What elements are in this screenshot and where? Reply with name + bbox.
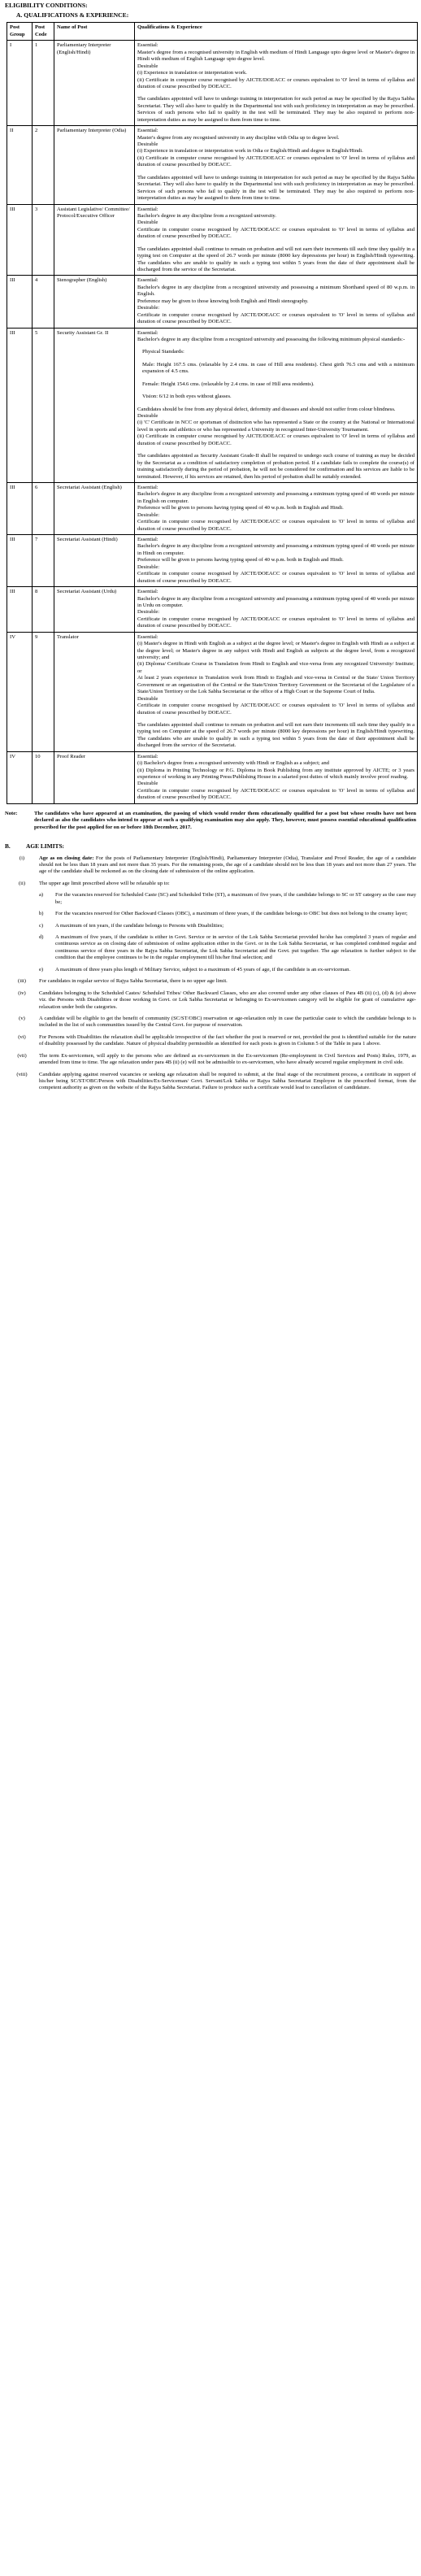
post-group-cell: III xyxy=(7,276,33,328)
qualification-line: Bachelor's degree in any discipline from a recognized university and possessing a minimum typing speed of 40 words per minute in English on computer. xyxy=(137,491,414,504)
post-name-cell: Secretariat Assistant (Hindi) xyxy=(54,535,135,587)
table-row xyxy=(7,632,418,751)
qualification-line: Essential: xyxy=(137,753,158,759)
post-code-cell: 3 xyxy=(33,204,54,276)
table-row xyxy=(7,751,418,803)
qualifications-cell xyxy=(135,482,418,534)
age-item-number: (iii) xyxy=(18,978,26,985)
table-row xyxy=(7,535,418,587)
qualification-line: Certificate in computer course recognised by AICTE/DOEACC or courses equivalent to 'O' level in terms of syllabus and duration of course prescribed by DOEACC. xyxy=(137,226,414,240)
qualification-line: The candidates appointed will have to undergo training in interpretation for such period as may be specified by the Rajya Sabha Secretariat. They will also have to qualify in the Departmental test with such proficiency in interpretation as may be prescribed. Services of such persons who fail to qualify in the test will be terminated. They may be also required to perform non-interpretation duties as may be assigned to them from time to time. xyxy=(137,96,414,123)
qualification-line: Candidates should be free from any physical defect, deformity and diseases and should not suffer from colour blindness. xyxy=(137,406,396,412)
age-item-number: (vii) xyxy=(17,1052,27,1059)
qualification-line: The candidates appointed shall continue to remain on probation and will not earn their increments till such time they qualify in a typing test on Computer at the speed of 26.7 words per minute (8000 key depressions per hour) in English/Hindi typewriting. The candidates who are unable to qualify in such a typing test within 5 years from the date of their appointment shall be discharged from the service of the Secretariat. xyxy=(137,246,414,272)
age-item-text xyxy=(39,855,416,876)
post-group-cell: I xyxy=(7,41,33,126)
age-limits xyxy=(5,855,416,1092)
qualification-line: Master's degree from any recognised university in any discipline with Odia up to degree level. xyxy=(137,134,340,141)
post-code-cell: 7 xyxy=(33,535,54,587)
post-code-cell: 2 xyxy=(33,126,54,204)
age-item-number: (viii) xyxy=(16,1071,28,1077)
qualification-line: Preference will be given to persons having typing speed of 40 w.p.m. both in English and Hindi. xyxy=(137,557,344,564)
spacer xyxy=(137,447,414,453)
age-item xyxy=(5,855,416,876)
qualification-line: (ii) Diploma/ Certificate Course in Translation from Hindi to English and vice-versa from any recognized University/ Institute; or xyxy=(137,661,414,674)
qualification-line: (ii) Diploma in Printing Technology or P.G. Diploma in Book Publishing from any institute approved by AICTE; or 3 years experience of working in any Printing Press/Publishing House in a salaried post duties of which mainly involve proof reading. xyxy=(137,767,414,780)
age-item-text: For Persons with Disabilities the relaxation shall be applicable irrespective of the fact whether the post is reserved or not, provided the post is identified suitable for the nature of disability possessed by the candidate. Nature of physical disability permissible as identified for each posts is given in Column 5 of the Table in para 1 above. xyxy=(39,1033,416,1047)
qualification-line: The candidates appointed as Security Assistant Grade-II shall be required to undergo such course of training as may be decided by the Secretariat as a condition of satisfactory completion of probation period. If a candidate fails to complete the course(s) of training satisfactorily during the period of probation, he will not be considered for confirmation and his services are liable to be terminated. However, if his services are retained, then his period of probation shall be suitably extended. xyxy=(137,453,414,480)
qualification-line: Desirable: xyxy=(137,305,160,311)
qualification-line: Bachelor's degree in any discipline from a recognized university and possessing a minimum Shorthand speed of 80 w.p.m. in English. xyxy=(137,284,414,298)
qualification-line: Bachelor's degree in any discipline from a recognized university and possessing the following minimum physical standards:- xyxy=(137,336,406,342)
post-group-cell: III xyxy=(7,482,33,534)
post-code-cell: 10 xyxy=(33,751,54,803)
col-header-name-of-post: Name of Post xyxy=(54,23,135,41)
qualification-line: Essential: xyxy=(137,537,158,542)
section-a-heading: A. QUALIFICATIONS & EXPERIENCE: xyxy=(16,11,129,19)
spacer xyxy=(137,343,414,349)
age-item-bold: Age as on closing date: xyxy=(39,855,94,861)
age-relaxation-item xyxy=(39,967,416,973)
spacer xyxy=(137,401,414,407)
section-b-heading xyxy=(5,842,416,850)
spacer xyxy=(137,376,414,381)
age-item xyxy=(5,1016,416,1029)
age-relaxation-letter: e) xyxy=(39,966,44,973)
qualification-line: (i) Experience in translation or interpretation work in Odia or English/Hindi and degree in English/Hindi. xyxy=(137,148,363,154)
age-relaxation-letter: a) xyxy=(39,892,44,899)
post-code-cell: 9 xyxy=(33,632,54,751)
age-item-text: Candidate applying against reserved vacancies or seeking age relaxation shall be required to submit, at the final stage of the recruitment process, a certificate in support of his/her being SC/ST/OBC/Person with Disabilities/Ex-Serviceman/ Govt. Servant/Lok Sabha or Rajya Sabha Secretariat Employee in the prescribed format, from the competent authority as given on the website of the Rajya Sabha Secretariat. Failure to produce such a certificate would lead to cancellation of candidature. xyxy=(39,1071,416,1091)
age-item xyxy=(5,1072,416,1092)
note-label: Note: xyxy=(5,810,18,816)
age-relaxation-text: For the vacancies reserved for Scheduled Caste (SC) and Scheduled Tribe (ST), a maximum of five years, if the candidate belongs to SC or ST category as the case may be; xyxy=(55,892,416,905)
post-name-cell: Assistant Legislative/ Committee/ Protocol/Executive Officer xyxy=(54,204,135,276)
post-name-cell: Translator xyxy=(54,632,135,751)
age-relaxation-letter: d) xyxy=(39,934,44,941)
post-group-cell: III xyxy=(7,328,33,482)
age-item xyxy=(5,1053,416,1067)
spacer xyxy=(137,90,414,96)
qualification-line: Bachelor's degree in any discipline from a recognized university and possessing a minimum typing speed of 40 words per minute in Hindi on computer. xyxy=(137,543,414,556)
section-b-label: B. xyxy=(5,842,11,851)
age-item-number: (iv) xyxy=(18,990,26,996)
qualification-line: Certificate in computer course recognised by AICTE/DOEACC or courses equivalent to 'O' level in terms of syllabus and duration of course prescribed by DOEACC. xyxy=(137,571,414,584)
age-item-number: (i) xyxy=(19,855,25,861)
post-name-cell: Secretariat Assistant (Urdu) xyxy=(54,587,135,633)
age-relaxation-item xyxy=(39,934,416,962)
qualifications-cell xyxy=(135,535,418,587)
qualification-line: (i) Master's degree in Hindi with English as a subject at the degree level; or Master's degree in English with Hindi as a subject at the degree level; or Master's degree in any subject with Hindi and English as subjects at the degree level, from a recognized university; and xyxy=(137,641,414,660)
qualification-line: Desirable: xyxy=(137,511,160,518)
qualification-line: Master's degree from a recognised university in English with medium of Hindi Language upto degree level or Master's degree in Hindi with medium of English Language upto degree level. xyxy=(137,49,414,63)
post-code-cell: 4 xyxy=(33,276,54,328)
qualification-line: Desirable xyxy=(137,63,158,69)
post-name-cell: Parliamentary Interpreter (Odia) xyxy=(54,126,135,204)
post-group-cell: III xyxy=(7,587,33,633)
qualification-line: Bachelor's degree in any discipline from a recognized university and possessing a minimum typing speed of 40 words per minute in Urdu on computer. xyxy=(137,595,414,608)
qualifications-cell xyxy=(135,204,418,276)
qualifications-cell xyxy=(135,632,418,751)
age-item xyxy=(5,881,416,887)
qualification-line: Essential: xyxy=(137,589,158,595)
col-header-qualifications: Qualifications & Experience xyxy=(135,23,418,41)
qualification-line: Desirable xyxy=(137,413,158,419)
table-row xyxy=(7,482,418,534)
qualification-line: (ii) Certificate in computer course recognised by AICTE/DOEACC or courses equivalent to 'O' level in terms of syllabus and duration of course prescribed by DOEACC. xyxy=(137,433,414,446)
qualifications-cell xyxy=(135,126,418,204)
col-header-post-group: Post Group xyxy=(7,23,33,41)
age-relaxation-item xyxy=(39,911,416,917)
age-item xyxy=(5,990,416,1011)
physical-standards-title: Physical Standards: xyxy=(142,349,184,355)
vision-standard: Vision: 6/12 in both eyes without glasses. xyxy=(142,394,232,400)
age-item-number: (v) xyxy=(19,1015,25,1021)
age-item-body: For the posts of Parliamentary Interpreter (English/Hindi), Parliamentary Interpreter (Odia), Translator and Proof Reader, the age of a candidate should not be less than 18 years and not more than 35 years. For the remaining posts, the age of a candidate should not be less than 18 years and not more than 27 years. The age of the candidate shall be reckoned as on the closing date of submission of the online application. xyxy=(39,855,416,875)
age-relaxation-text: A maximum of ten years, if the candidate belongs to Persons with Disabilities; xyxy=(55,922,224,929)
qualification-line: The candidates appointed will have to undergo training in interpretation for such period as may be specified by the Rajya Sabha Secretariat. They will also have to qualify in the Departmental test with such proficiency in interpretation as may be prescribed. Services of such persons who fail to qualify in the test will be terminated. They may be also required to perform non-interpretation duties as may be assigned to them from time to time. xyxy=(137,174,414,202)
table-row xyxy=(7,328,418,482)
physical-standard-female: Female: Height 154.6 cms. (relaxable by 2.4 cms. in case of Hill area residents). xyxy=(142,381,315,387)
qualification-line: Desirable xyxy=(137,220,158,226)
post-code-cell: 6 xyxy=(33,482,54,534)
age-relaxation-text: For the vacancies reserved for Other Backward Classes (OBC), a maximum of three years, if the candidate belongs to OBC but does not belong to the creamy layer; xyxy=(55,911,408,917)
qualification-line: The candidates appointed shall continue to remain on probation and will not earn their increments till such time they qualify in a typing test on Computer at the speed of 26.7 words per minute (8000 key depressions per hour) in English/Hindi typewriting. The candidates who are unable to qualify in such a typing test within 5 years from the date of their appointment shall be discharged from the service of the Secretariat. xyxy=(137,721,414,749)
table-row xyxy=(7,587,418,633)
spacer xyxy=(137,356,414,362)
qualifications-table xyxy=(7,22,418,803)
physical-standard-male: Male: Height 167.5 cms. (relaxable by 2.4 cms. in case of Hill area residents). Chest girth 76.5 cms and with a minimum expansion of 4.5 cms. xyxy=(142,361,414,375)
qualification-line: Essential: xyxy=(137,206,158,212)
post-code-cell: 1 xyxy=(33,41,54,126)
qualifications-cell xyxy=(135,587,418,633)
spacer xyxy=(137,169,414,175)
table-row xyxy=(7,204,418,276)
age-relaxation-text: A maximum of three years plus length of Military Service, subject to a maximum of 45 years of age, if the candidate is an ex-serviceman. xyxy=(55,966,351,973)
age-relaxation-item xyxy=(39,923,416,929)
qualifications-cell xyxy=(135,41,418,126)
qualification-line: Certificate in computer course recognised by AICTE/DOEACC or courses equivalent to 'O' level in terms of syllabus and duration of course prescribed by DOEACC. xyxy=(137,787,414,801)
qualification-line: At least 2 years experience in Translation work from Hindi to English and vice-versa in Central or the State/ Union Territory Government or an organization of the Central or the State/Union Territory Government or the Secretariat of the Legislature of a State/Union Territory or the Lok Sabha Secretariat or the office of a High Court or the Supreme Court of India. xyxy=(137,675,414,695)
age-relaxation-letter: b) xyxy=(39,911,44,917)
post-name-cell: Proof Reader xyxy=(54,751,135,803)
qualification-line: Certificate in computer course recognised by AICTE/DOEACC or courses equivalent to 'O' level in terms of syllabus and duration of course prescribed by DOEACC. xyxy=(137,703,414,716)
qualification-line: Desirable: xyxy=(137,564,160,570)
qualification-line: Certificate in computer course recognised by AICTE/DOEACC or courses equivalent to 'O' level in terms of syllabus and duration of course prescribed by DOEACC. xyxy=(137,311,414,325)
qualification-line: Desirable xyxy=(137,141,158,147)
spacer xyxy=(137,388,414,394)
qualification-line: Desirable: xyxy=(137,609,160,616)
age-item xyxy=(5,1034,416,1048)
qualification-line: Certificate in computer course recognised by AICTE/DOEACC or courses equivalent to 'O' level in terms of syllabus and duration of course prescribed by DOEACC. xyxy=(137,616,414,629)
age-relaxation-letter: c) xyxy=(39,922,44,929)
qualification-line: Bachelor's degree in any discipline from a recognized university. xyxy=(137,212,276,219)
table-header-row xyxy=(7,23,418,41)
qualification-line: Essential: xyxy=(137,633,158,640)
qualifications-cell xyxy=(135,276,418,328)
post-group-cell: IV xyxy=(7,632,33,751)
qualifications-cell xyxy=(135,751,418,803)
age-item-text: The term Ex-servicemen, will apply to the persons who are defined as ex-servicemen in the Ex-servicemen (Re-employment in Civil Services and Posts) Rules, 1979, as amended from time to time. The age relaxation under para 4B (ii) (e) will not be admissible to ex-servicemen, who have already secured regular employment in civil side. xyxy=(39,1052,416,1066)
spacer xyxy=(137,716,414,722)
post-code-cell: 8 xyxy=(33,587,54,633)
col-header-post-code: Post Code xyxy=(33,23,54,41)
qualification-line: Desirable xyxy=(137,781,158,787)
section-b-title: AGE LIMITS: xyxy=(26,842,65,851)
qualification-line: Preference may be given to those knowing both English and Hindi stenography. xyxy=(137,298,309,304)
table-row xyxy=(7,126,418,204)
qualification-line: (i) Bachelor's degree from a recognised university with Hindi or English as a subject; and xyxy=(137,760,329,767)
qualification-line: Preference will be given to persons having typing speed of 40 w.p.m. both in English and Hindi. xyxy=(137,505,344,511)
qualification-line: Desirable xyxy=(137,695,158,702)
post-name-cell: Security Assistant Gr. II xyxy=(54,328,135,482)
post-group-cell: III xyxy=(7,204,33,276)
page-heading: ELIGIBILITY CONDITIONS: xyxy=(5,2,88,9)
qualifications-cell xyxy=(135,328,418,482)
age-item xyxy=(5,978,416,985)
age-item-text: Candidates belonging to the Scheduled Castes/ Scheduled Tribes/ Other Backward Classes, who are also covered under any other clauses of Para 4B (ii) (c), (d) & (e) above viz. the Persons with Disabilities or those working in Govt. or Lok Sabha Secretariat or belonging to Ex-servicemen category will be eligible for grant of cumulative age-relaxation under both the categories. xyxy=(39,990,416,1010)
spacer xyxy=(137,241,414,246)
note-block xyxy=(5,811,416,831)
post-name-cell: Stenographer (English) xyxy=(54,276,135,328)
qualification-line: (i) 'C' Certificate in NCC or sportsman of distinction who has represented a State or the country at the National or International level in sports and athletics or who has represented a University in recognized Inter-University Tournament. xyxy=(137,420,414,433)
age-item-number: (ii) xyxy=(18,880,26,886)
qualification-line: Certificate in computer course recognised by AICTE/DOEACC or courses equivalent to 'O' level in terms of syllabus and duration of course prescribed by DOEACC. xyxy=(137,519,414,532)
post-group-cell: IV xyxy=(7,751,33,803)
qualification-line: Essential: xyxy=(137,484,158,490)
post-name-cell: Parliamentary Interpreter (English/Hindi) xyxy=(54,41,135,126)
qualification-line: Essential: xyxy=(137,329,158,336)
qualification-line: (ii) Certificate in computer course recognised by AICTE/DOEACC or courses equivalent to 'O' level in terms of syllabus and duration of course prescribed by DOEACC. xyxy=(137,154,414,168)
post-code-cell: 5 xyxy=(33,328,54,482)
qualification-line: (i) Experience in translation or interpretation work. xyxy=(137,70,247,76)
qualification-line: Essential: xyxy=(137,42,158,49)
age-item-text xyxy=(39,881,416,887)
qualification-line: (ii) Certificate in computer course recognised by AICTE/DOEACC or courses equivalent to 'O' level in terms of syllabus and duration of course prescribed by DOEACC. xyxy=(137,76,414,89)
qualification-line: Essential: xyxy=(137,277,158,284)
age-item-number: (vi) xyxy=(18,1033,26,1040)
post-group-cell: II xyxy=(7,126,33,204)
post-group-cell: III xyxy=(7,535,33,587)
qualification-line: Essential: xyxy=(137,128,158,134)
table-row xyxy=(7,276,418,328)
post-name-cell: Secretariat Assistant (English) xyxy=(54,482,135,534)
age-item-text: For candidates in regular service of Rajya Sabha Secretariat, there is no upper age limit. xyxy=(39,978,228,985)
age-item-body: The upper age limit prescribed above will be relaxable up to: xyxy=(39,880,170,886)
age-relaxation-text: A maximum of five years, if the candidate is either in Govt. Service or in service of the Lok Sabha Secretariat provided he/she has completed 3 years of regular and continuous service as on closing date of submission of online application either in the Govt. or in the Lok Sabha Secretariat, or has completed combined regular and continuous service of three years in the Rajya Sabha Secretariat, the Lok Sabha Secretariat and the Govt. put together. The age relaxation is further subject to the condition that the employee continues to be in the regular employment till his/her final selection; and xyxy=(55,934,416,961)
table-row xyxy=(7,41,418,126)
age-relaxation-item xyxy=(39,892,416,906)
note-text: The candidates who have appeared at an examination, the passing of which would render them educationally qualified for a post but whose results have not been declared as also the candidates who intend to appear at such a qualifying examination may also apply. They, however, must possess essential educational qualification prescribed for the post applied for on or before 18th December, 2017. xyxy=(34,810,416,830)
age-item-text: A candidate will be eligible to get the benefit of community (SC/ST/OBC) reservation or age-relaxation only in case the particular caste to which the candidate belongs to is included in the list of such communities issued by the Central Govt. for purpose of reservation. xyxy=(39,1015,416,1029)
table-body xyxy=(7,41,418,803)
